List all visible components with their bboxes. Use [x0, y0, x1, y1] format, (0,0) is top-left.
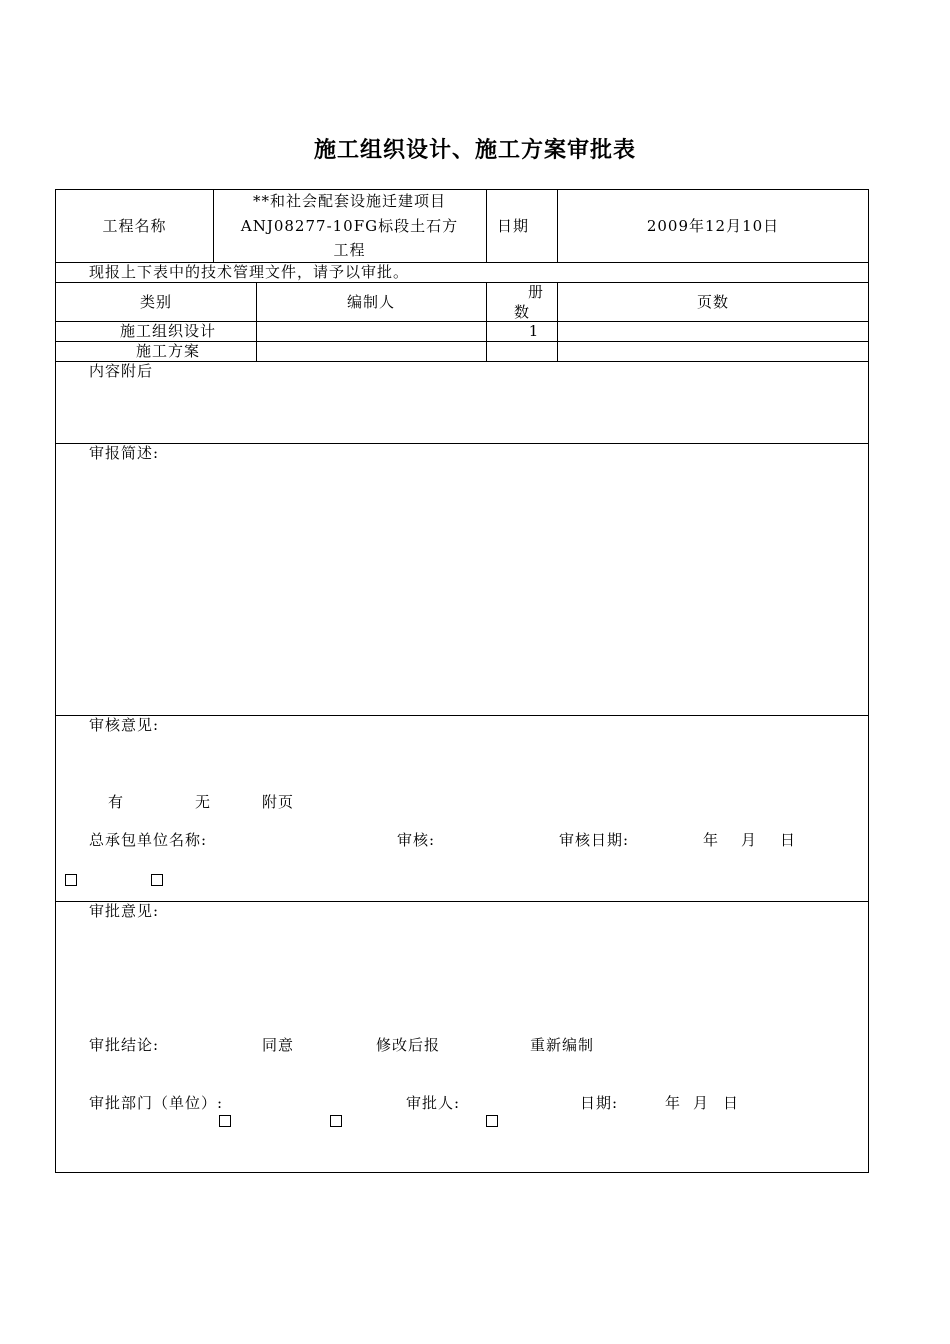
row-divider: [56, 715, 868, 716]
review-label: 审核意见:: [89, 716, 160, 734]
contractor-label: 总承包单位名称:: [89, 831, 208, 849]
approval-date-label: 日期:: [580, 1094, 619, 1112]
header-volumes-2: 数: [513, 303, 530, 321]
recompile-checkbox[interactable]: [486, 1115, 498, 1127]
row-2-category: 施工方案: [135, 342, 200, 360]
row-divider: [56, 361, 868, 362]
approval-month: 月: [693, 1094, 710, 1112]
approval-year: 年: [665, 1094, 682, 1112]
revise-checkbox[interactable]: [330, 1115, 342, 1127]
reviewer-label: 审核:: [397, 831, 436, 849]
agree-checkbox[interactable]: [219, 1115, 231, 1127]
approver-label: 审批人:: [406, 1094, 461, 1112]
conclusion-label: 审批结论:: [89, 1036, 160, 1054]
project-name-line-2: ANJ08277-10FG标段土石方: [240, 217, 459, 235]
project-name-line-1: **和社会配套设施迁建项目: [252, 192, 446, 210]
form-title: 施工组织设计、施工方案审批表: [313, 137, 636, 163]
review-year: 年: [703, 831, 720, 849]
project-name-line-3: 工程: [333, 241, 366, 259]
header-pages: 页数: [696, 293, 729, 311]
header-category: 类别: [139, 293, 172, 311]
review-month: 月: [741, 831, 758, 849]
row-1-category: 施工组织设计: [119, 322, 216, 340]
date-label: 日期: [497, 217, 530, 235]
option-revise: 修改后报: [376, 1036, 441, 1054]
option-recompile: 重新编制: [530, 1036, 595, 1054]
header-volumes-1: 册: [527, 283, 544, 301]
dept-label: 审批部门（单位）:: [89, 1094, 224, 1112]
review-day: 日: [780, 831, 797, 849]
row-divider: [56, 901, 868, 902]
attachment-label: 内容附后: [89, 362, 154, 380]
row-divider: [56, 282, 868, 283]
project-name-label: 工程名称: [102, 217, 167, 235]
review-no-checkbox[interactable]: [151, 874, 163, 886]
col-divider: [486, 190, 487, 262]
row-divider: [56, 443, 868, 444]
review-option-yes: 有: [108, 793, 125, 811]
row-1-volumes: 1: [528, 322, 540, 340]
review-date-label: 审核日期:: [559, 831, 630, 849]
summary-label: 审报简述:: [89, 444, 160, 462]
date-value: 2009年12月10日: [646, 217, 780, 235]
review-option-no: 无: [195, 793, 212, 811]
option-agree: 同意: [262, 1036, 295, 1054]
intro-text: 现报上下表中的技术管理文件，请予以审批。: [89, 263, 410, 281]
header-author: 编制人: [346, 293, 395, 311]
approval-day: 日: [723, 1094, 740, 1112]
approval-label: 审批意见:: [89, 902, 160, 920]
review-yes-checkbox[interactable]: [65, 874, 77, 886]
review-option-attachment: 附页: [262, 793, 295, 811]
